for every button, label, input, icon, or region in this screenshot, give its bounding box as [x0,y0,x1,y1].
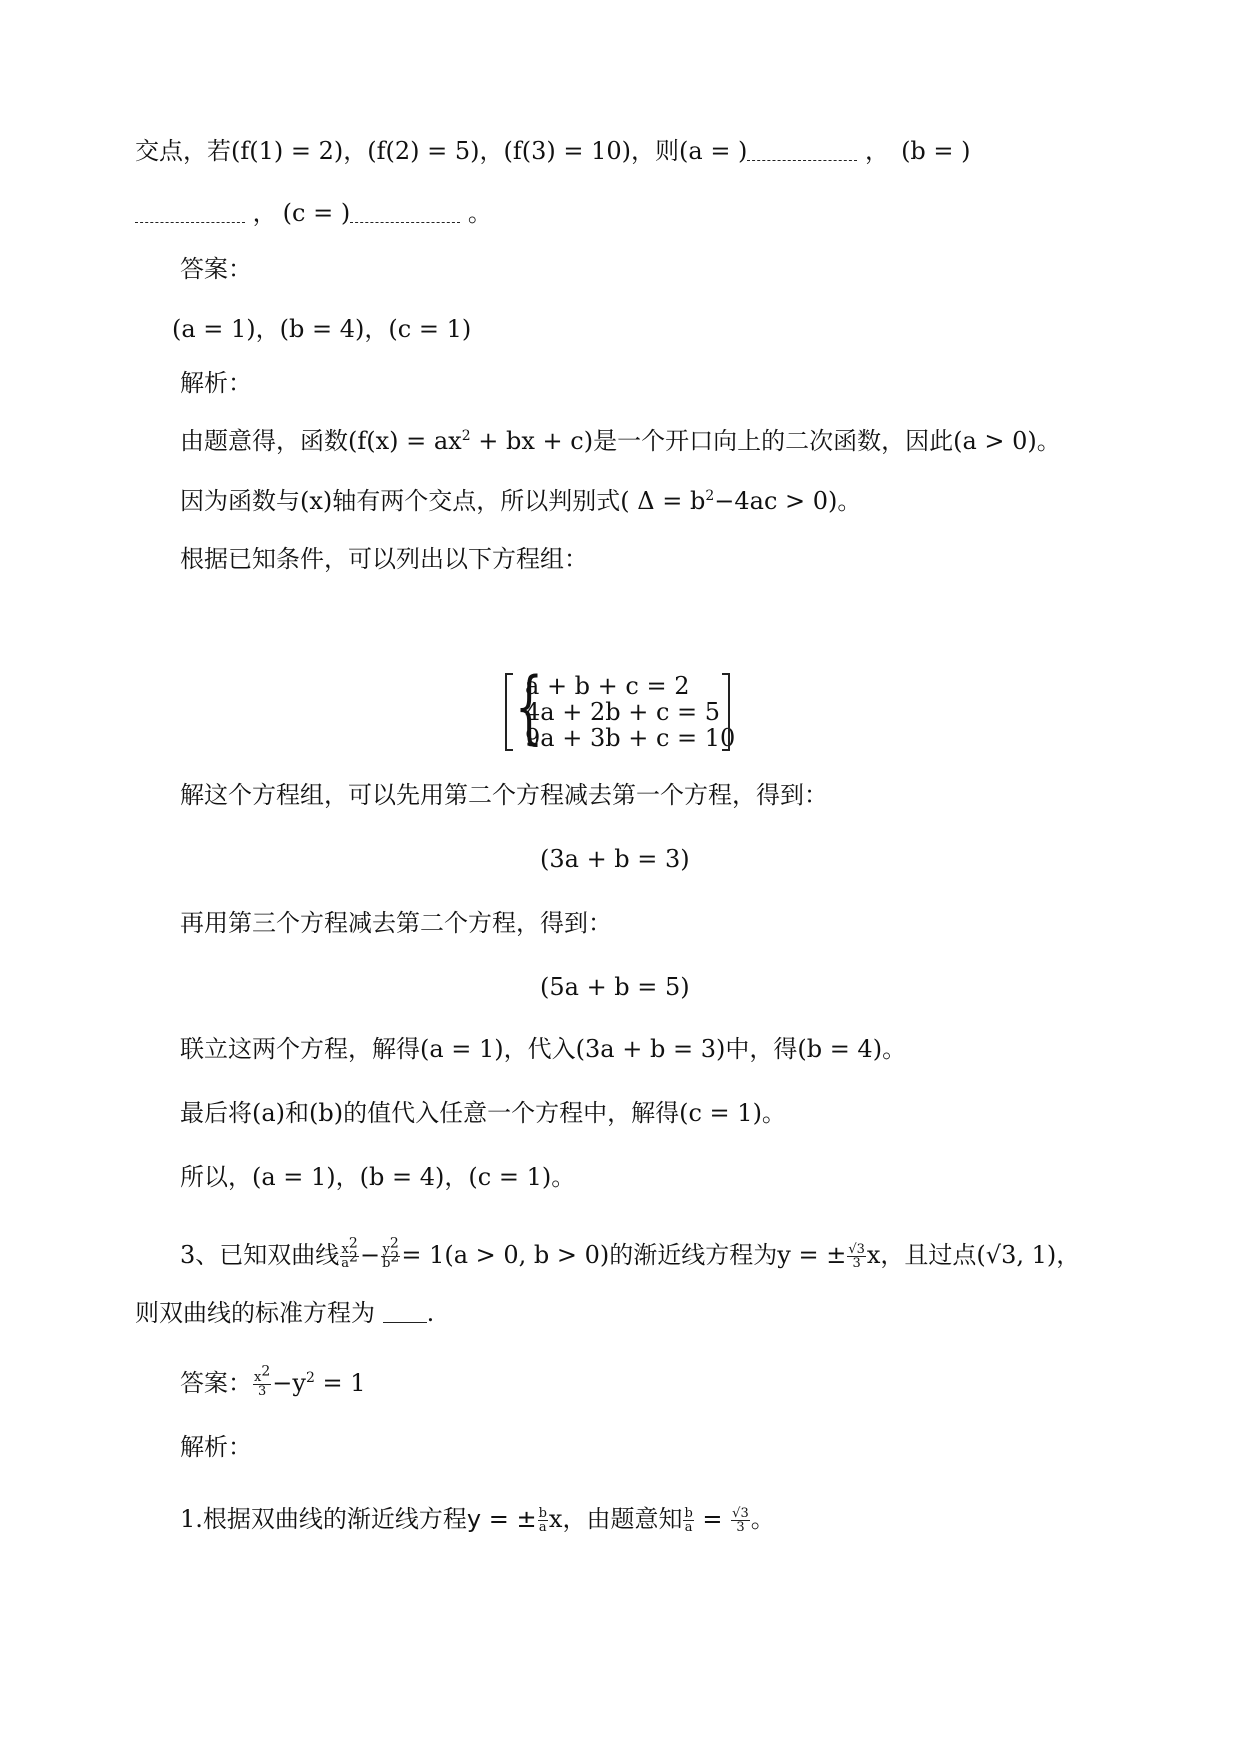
math-segment: y = ± [466,1505,537,1533]
answer-2 [180,1363,366,1400]
analysis-2-paragraph-1 [180,1502,775,1536]
analysis-paragraph-5: 再用第三个方程减去第二个方程，得到： [180,909,612,937]
question-line-1 [135,134,971,168]
analysis-paragraph-3: 根据已知条件，可以列出以下方程组： [180,545,588,573]
analysis-paragraph-6: 联立这两个方程，解得(a = 1)，代入(3a + b = 3)中，得(b = 4)。 [180,1035,907,1063]
math-segment: −4ac > 0) [714,487,838,515]
text-segment: 1.根据双曲线的渐近线方程 [180,1505,467,1533]
denominator: a [538,1520,547,1535]
denominator: b [382,1256,391,1271]
left-brace: { [515,660,543,753]
text-segment: ，则 [631,137,680,165]
analysis-paragraph-1 [180,424,1061,458]
fraction-sqrt3-3-b [731,1507,750,1534]
numerator: b [538,1506,547,1521]
text-segment: ， [479,137,504,165]
math-segment: (x) [300,487,333,515]
text-segment: x，由题意知 [548,1505,683,1533]
fraction-x2-a2 [340,1235,359,1271]
math-segment: y = ± [777,1241,847,1269]
superscript: 2 [705,488,715,504]
text-segment: ， [343,137,368,165]
superscript: 2 [461,428,471,444]
superscript: 2 [390,1249,400,1266]
answer-value: (a = 1)，(b = 4)，(c = 1) [172,315,472,343]
right-bracket [722,673,730,751]
system-equation-2: 4a + 2b + c = 5 [525,698,721,726]
text-segment: ，且过点 [880,1241,977,1269]
analysis-paragraph-7: 最后将(a)和(b)的值代入任意一个方程中，解得(c = 1)。 [180,1099,786,1127]
question-3-line-2 [135,1296,434,1330]
text-segment: 是一个开口向上的二次函数，因此 [593,427,954,455]
numerator: y [382,1242,390,1257]
numerator: √3 [732,1506,749,1521]
text-segment: 交点，若 [135,137,231,165]
question-line-2 [135,196,492,230]
text-segment: ， [1056,1241,1081,1269]
analysis-paragraph-4: 解这个方程组，可以先用第二个方程减去第一个方程，得到： [180,781,828,809]
superscript: 2 [389,1235,399,1252]
math-segment: (a = ) [679,137,748,165]
math-segment: −y [272,1369,306,1397]
text-segment: 因为函数与 [180,487,300,515]
minus-sign: − [359,1241,381,1269]
answer-blank-a[interactable] [747,140,857,161]
analysis-paragraph-2 [180,484,861,518]
numerator: x [254,1370,262,1385]
superscript: 2 [305,1370,315,1386]
denominator: a [684,1520,693,1535]
fraction-sqrt3-3 [847,1243,866,1270]
math-segment: x [866,1241,881,1269]
text-segment: 3、已知双曲线 [180,1241,340,1269]
math-segment: (f(1) = 2) [231,137,344,165]
fraction-b-a [538,1507,548,1534]
superscript: 2 [349,1249,358,1266]
analysis-paragraph-8: 所以，(a = 1)，(b = 4)，(c = 1)。 [180,1163,576,1191]
math-segment: + bx + c) [470,427,594,455]
math-segment: ( Δ = b [620,487,706,515]
text-segment: 。 [460,199,492,227]
answer-blank-b[interactable] [135,202,245,223]
text-segment: 。 [837,487,862,515]
text-segment: 。 [1036,427,1061,455]
text-segment: 轴有两个交点，所以判别式 [332,487,621,515]
numerator: b [684,1506,693,1521]
answer-label: 答案： [180,255,252,283]
math-segment: = 1 [314,1369,366,1397]
equation-system [505,660,736,753]
math-segment: (f(2) = 5) [367,137,480,165]
math-segment: = 1(a > 0, b > 0) [401,1241,610,1269]
equation-3a-b: (3a + b = 3) [540,845,690,873]
left-bracket [505,673,513,751]
text-segment: 由题意得，函数 [180,427,348,455]
system-equation-1: a + b + c = 2 [525,672,690,700]
equation-5a-b: (5a + b = 5) [540,973,690,1001]
denominator: a [341,1256,350,1271]
math-segment: √3 [985,1241,1017,1269]
fraction-b-a-2 [683,1507,693,1534]
answer-label: 答案： [180,1369,252,1397]
text-segment: 的渐近线方程为 [609,1241,778,1269]
denominator: 3 [736,1520,745,1535]
math-segment: (b = ) [901,137,971,165]
denominator: 3 [852,1256,861,1271]
system-equation-3: 9a + 3b + c = 10 [525,724,736,752]
math-segment: (f(3) = 10) [503,137,632,165]
text-segment: . [426,1299,435,1327]
answer-blank-equation[interactable] [383,1302,427,1323]
analysis-label: 解析： [180,369,252,397]
superscript: 2 [348,1235,358,1252]
answer-blank-c[interactable] [350,202,460,223]
math-segment: = [694,1505,731,1533]
math-segment: ( [976,1241,986,1269]
text-segment: 则双曲线的标准方程为 [135,1299,383,1327]
math-segment: (c = ) [282,199,351,227]
superscript: 2 [261,1363,271,1380]
question-3-line-1 [180,1235,1081,1272]
text-segment: 。 [750,1505,775,1533]
denominator: 3 [257,1384,267,1399]
numerator: x [341,1242,349,1257]
fraction-x2-3 [253,1363,271,1399]
numerator: √3 [848,1242,865,1257]
math-segment: , 1) [1016,1241,1057,1269]
fraction-y2-b2 [381,1235,400,1271]
text-segment: ， [857,137,890,165]
analysis-2-label: 解析： [180,1433,252,1461]
text-segment: ， [245,199,277,227]
math-segment: (a > 0) [953,427,1037,455]
math-segment: (f(x) = ax [348,427,462,455]
